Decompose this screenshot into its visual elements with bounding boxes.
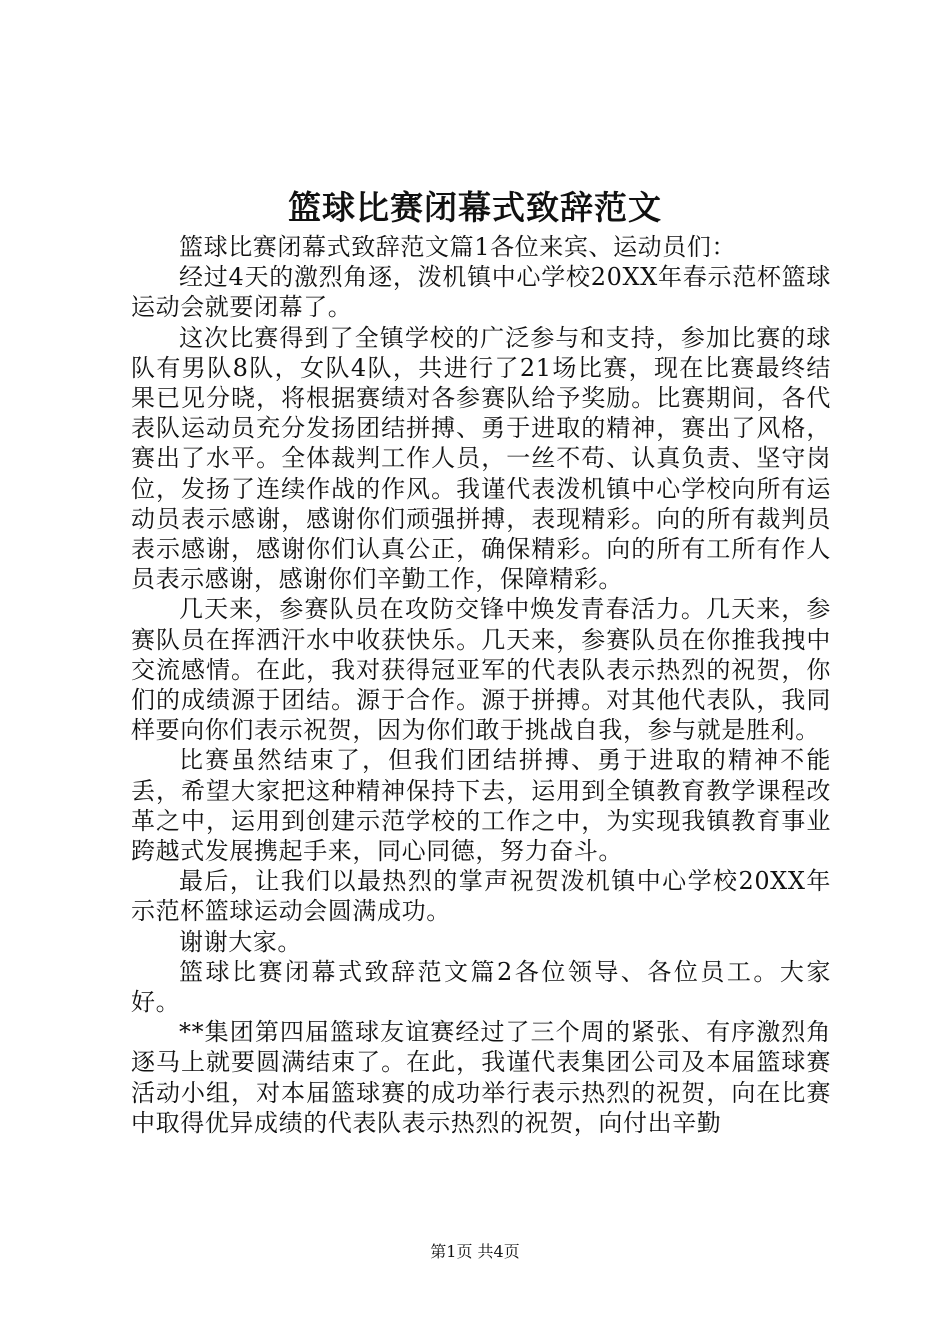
paragraph: 篮球比赛闭幕式致辞范文篇1各位来宾、运动员们： bbox=[179, 233, 737, 261]
paragraph: **集团第四届篮球友谊赛经过了三个周的紧张、有序激烈角逐马上就要圆满结束了。在此，我谨代表集团公司及本届篮球赛活动小组，对本届篮球赛的成功举行表示热烈的祝贺，向在比赛中取得优异成绩的代表队表示热烈的祝贺，向付出辛勤 bbox=[131, 1018, 831, 1137]
paragraph: 比赛虽然结束了，但我们团结拼搏、勇于进取的精神不能丢，希望大家把这种精神保持下去，运用到全镇教育教学课程改革之中，运用到创建示范学校的工作之中，为实现我镇教育事业跨越式发展携起手来，同心同德，努力奋斗。 bbox=[131, 746, 831, 866]
paragraph: 篮球比赛闭幕式致辞范文篇2各位领导、各位员工。大家好。 bbox=[131, 957, 831, 1017]
page-footer: 第1页 共4页 bbox=[430, 1242, 520, 1261]
paragraph: 谢谢大家。 bbox=[179, 927, 302, 956]
document-body bbox=[131, 232, 831, 1138]
paragraph: 几天来，参赛队员在攻防交锋中焕发青春活力。几天来，参赛队员在挥洒汗水中收获快乐。几天来，参赛队员在你推我拽中交流感情。在此，我对获得冠亚军的代表队表示热烈的祝贺，你们的成绩源于团结。源于合作。源于拼搏。对其他代表队，我同样要向你们表示祝贺，因为你们敢于挑战自我，参与就是胜利。 bbox=[131, 595, 831, 745]
paragraph: 最后，让我们以最热烈的掌声祝贺泼机镇中心学校20XX年示范杯篮球运动会圆满成功。 bbox=[131, 867, 831, 926]
paragraph: 经过4天的激烈角逐，泼机镇中心学校20XX年春示范杯篮球运动会就要闭幕了。 bbox=[131, 263, 831, 322]
document-title: 篮球比赛闭幕式致辞范文 bbox=[288, 188, 662, 227]
paragraph: 这次比赛得到了全镇学校的广泛参与和支持，参加比赛的球队有男队8队，女队4队，共进行了21场比赛，现在比赛最终结果已见分晓，将根据赛绩对各参赛队给予奖励。比赛期间，各代表队运动员充分发扬团结拼搏、勇于进取的精神，赛出了风格，赛出了水平。全体裁判工作人员，一丝不苟、认真负责、坚守岗位，发扬了连续作战的作风。我谨代表泼机镇中心学校向所有运动员表示感谢，感谢你们顽强拼搏，表现精彩。向的所有裁判员表示感谢，感谢你们认真公正，确保精彩。向的所有工所有作人员表示感谢，感谢你们辛勤工作，保障精彩。 bbox=[131, 323, 831, 594]
